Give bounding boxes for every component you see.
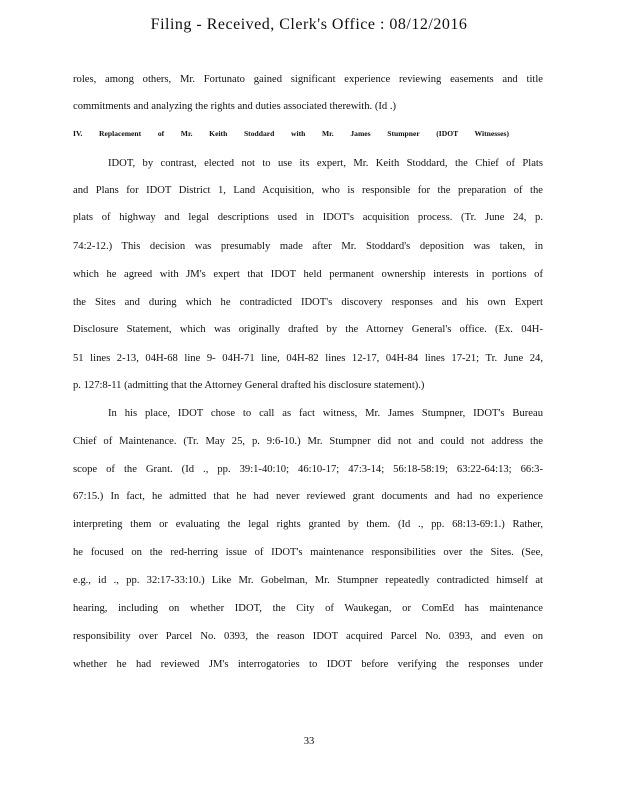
text-line: 51 lines 2-13, 04H-68 line 9- 04H-71 line, 04H-82 lines 12-17, 04H-84 lines 17-21; Tr. June 24, (73, 353, 543, 364)
text-line: Chief of Maintenance. (Tr. May 25, p. 9:6-10.) Mr. Stumpner did not and could not address the (73, 436, 543, 447)
text-line: Disclosure Statement, which was originally drafted by the Attorney General's office. (Ex. 04H- (73, 324, 543, 335)
text-line: 67:15.) In fact, he admitted that he had never reviewed grant documents and had no experience (73, 491, 543, 502)
text-line: p. 127:8-11 (admitting that the Attorney General drafted his disclosure statement).) (73, 380, 425, 391)
text-line: plats of highway and legal descriptions used in IDOT's acquisition process. (Tr. June 24, p. (73, 212, 543, 223)
text-line: hearing, including on whether IDOT, the City of Waukegan, or ComEd has maintenance (73, 603, 543, 614)
filing-header: Filing - Received, Clerk's Office : 08/12/2016 (150, 16, 468, 33)
page-number: 33 (303, 736, 315, 747)
text-line: e.g., id ., pp. 32:17-33:10.) Like Mr. Gobelman, Mr. Stumpner repeatedly contradicted himself at (73, 575, 543, 586)
text-line: responsibility over Parcel No. 0393, the reason IDOT acquired Parcel No. 0393, and even on (73, 631, 543, 642)
text-line: In his place, IDOT chose to call as fact witness, Mr. James Stumpner, IDOT's Bureau (108, 408, 543, 419)
text-line: which he agreed with JM's expert that IDOT held permanent ownership interests in portions of (73, 269, 543, 280)
text-line: the Sites and during which he contradicted IDOT's discovery responses and his own Expert (73, 297, 543, 308)
text-line: whether he had reviewed JM's interrogatories to IDOT before verifying the responses under (73, 659, 543, 670)
section-heading: IV. Replacement of Mr. Keith Stoddard with Mr. James Stumpner (IDOT Witnesses) (73, 129, 509, 138)
text-line: and Plans for IDOT District 1, Land Acquisition, who is responsible for the preparation of the (73, 185, 543, 196)
text-line: 74:2-12.) This decision was presumably made after Mr. Stoddard's deposition was taken, in (73, 241, 543, 252)
text-line: interpreting them or evaluating the legal rights granted by them. (Id ., pp. 68:13-69:1.) Rather, (73, 519, 543, 530)
text-line: scope of the Grant. (Id ., pp. 39:1-40:10; 46:10-17; 47:3-14; 56:18-58:19; 63:22-64:13; 66:3- (73, 464, 543, 475)
text-line: he focused on the red-herring issue of IDOT's maintenance responsibilities over the Sites. (See, (73, 547, 543, 558)
text-line: IDOT, by contrast, elected not to use its expert, Mr. Keith Stoddard, the Chief of Plats (108, 158, 543, 169)
text-line: commitments and analyzing the rights and duties associated therewith. (Id .) (73, 101, 397, 112)
text-line: roles, among others, Mr. Fortunato gained significant experience reviewing easements and title (73, 74, 543, 85)
